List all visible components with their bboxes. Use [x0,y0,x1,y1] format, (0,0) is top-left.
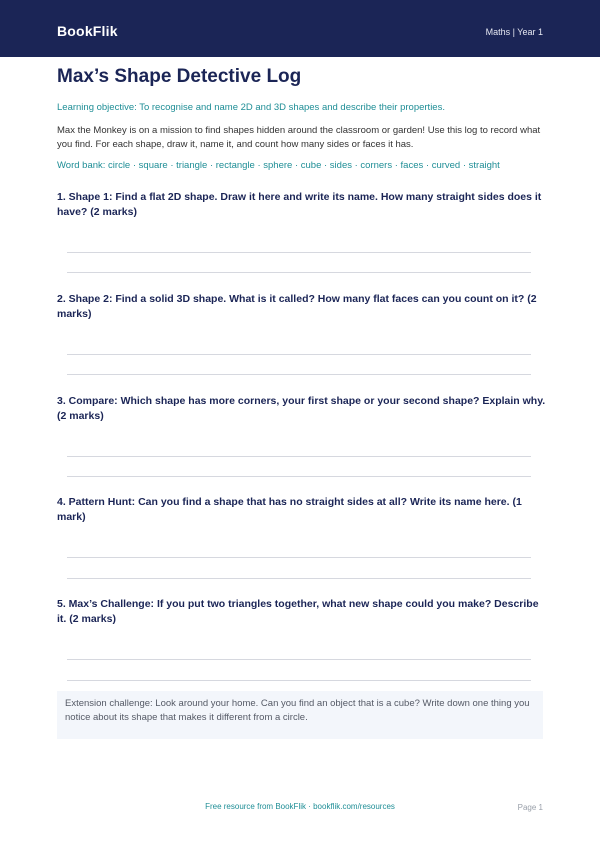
answer-line[interactable] [67,354,531,355]
question-4: 4. Pattern Hunt: Can you find a shape that has no straight sides at all? Write its name here. (1 mark) [57,496,522,523]
brand-logo: BookFlik [57,23,118,39]
word-bank: Word bank: circle · square · triangle · rectangle · sphere · cube · sides · corners · faces · curved · straight [57,160,500,171]
intro-text: Max the Monkey is on a mission to find shapes hidden around the classroom or garden! Use this log to record what you find. For each shape, draw it, name it, and count how many sides or faces it has. [57,125,541,150]
answer-line[interactable] [67,680,531,681]
question-3: 3. Compare: Which shape has more corners, your first shape or your second shape? Explain why. (2 marks) [57,395,546,422]
footer-text: Free resource from BookFlik · bookflik.com/resources [205,802,395,811]
answer-line[interactable] [67,456,531,457]
page-header [0,0,600,57]
answer-line[interactable] [67,659,531,660]
learning-objective: Learning objective: To recognise and name 2D and 3D shapes and describe their properties. [57,102,445,113]
extension-challenge: Extension challenge: Look around your home. Can you find an object that is a cube? Write down one thing you notice about its shape that makes it different from a circle. [57,691,543,739]
answer-line[interactable] [67,557,531,558]
answer-line[interactable] [67,578,531,579]
page-number: Page 1 [517,803,543,812]
question-1: 1. Shape 1: Find a flat 2D shape. Draw it here and write its name. How many straight sides does it have? (2 marks) [57,191,542,218]
answer-line[interactable] [67,476,531,477]
answer-line[interactable] [67,374,531,375]
answer-line[interactable] [67,272,531,273]
answer-line[interactable] [67,252,531,253]
page-title: Max’s Shape Detective Log [57,66,302,87]
subject-label: Maths | Year 1 [485,27,543,37]
question-2: 2. Shape 2: Find a solid 3D shape. What is it called? How many flat faces can you count on it? (2 marks) [57,293,537,320]
question-5: 5. Max’s Challenge: If you put two triangles together, what new shape could you make? Describe it. (2 marks) [57,598,539,625]
